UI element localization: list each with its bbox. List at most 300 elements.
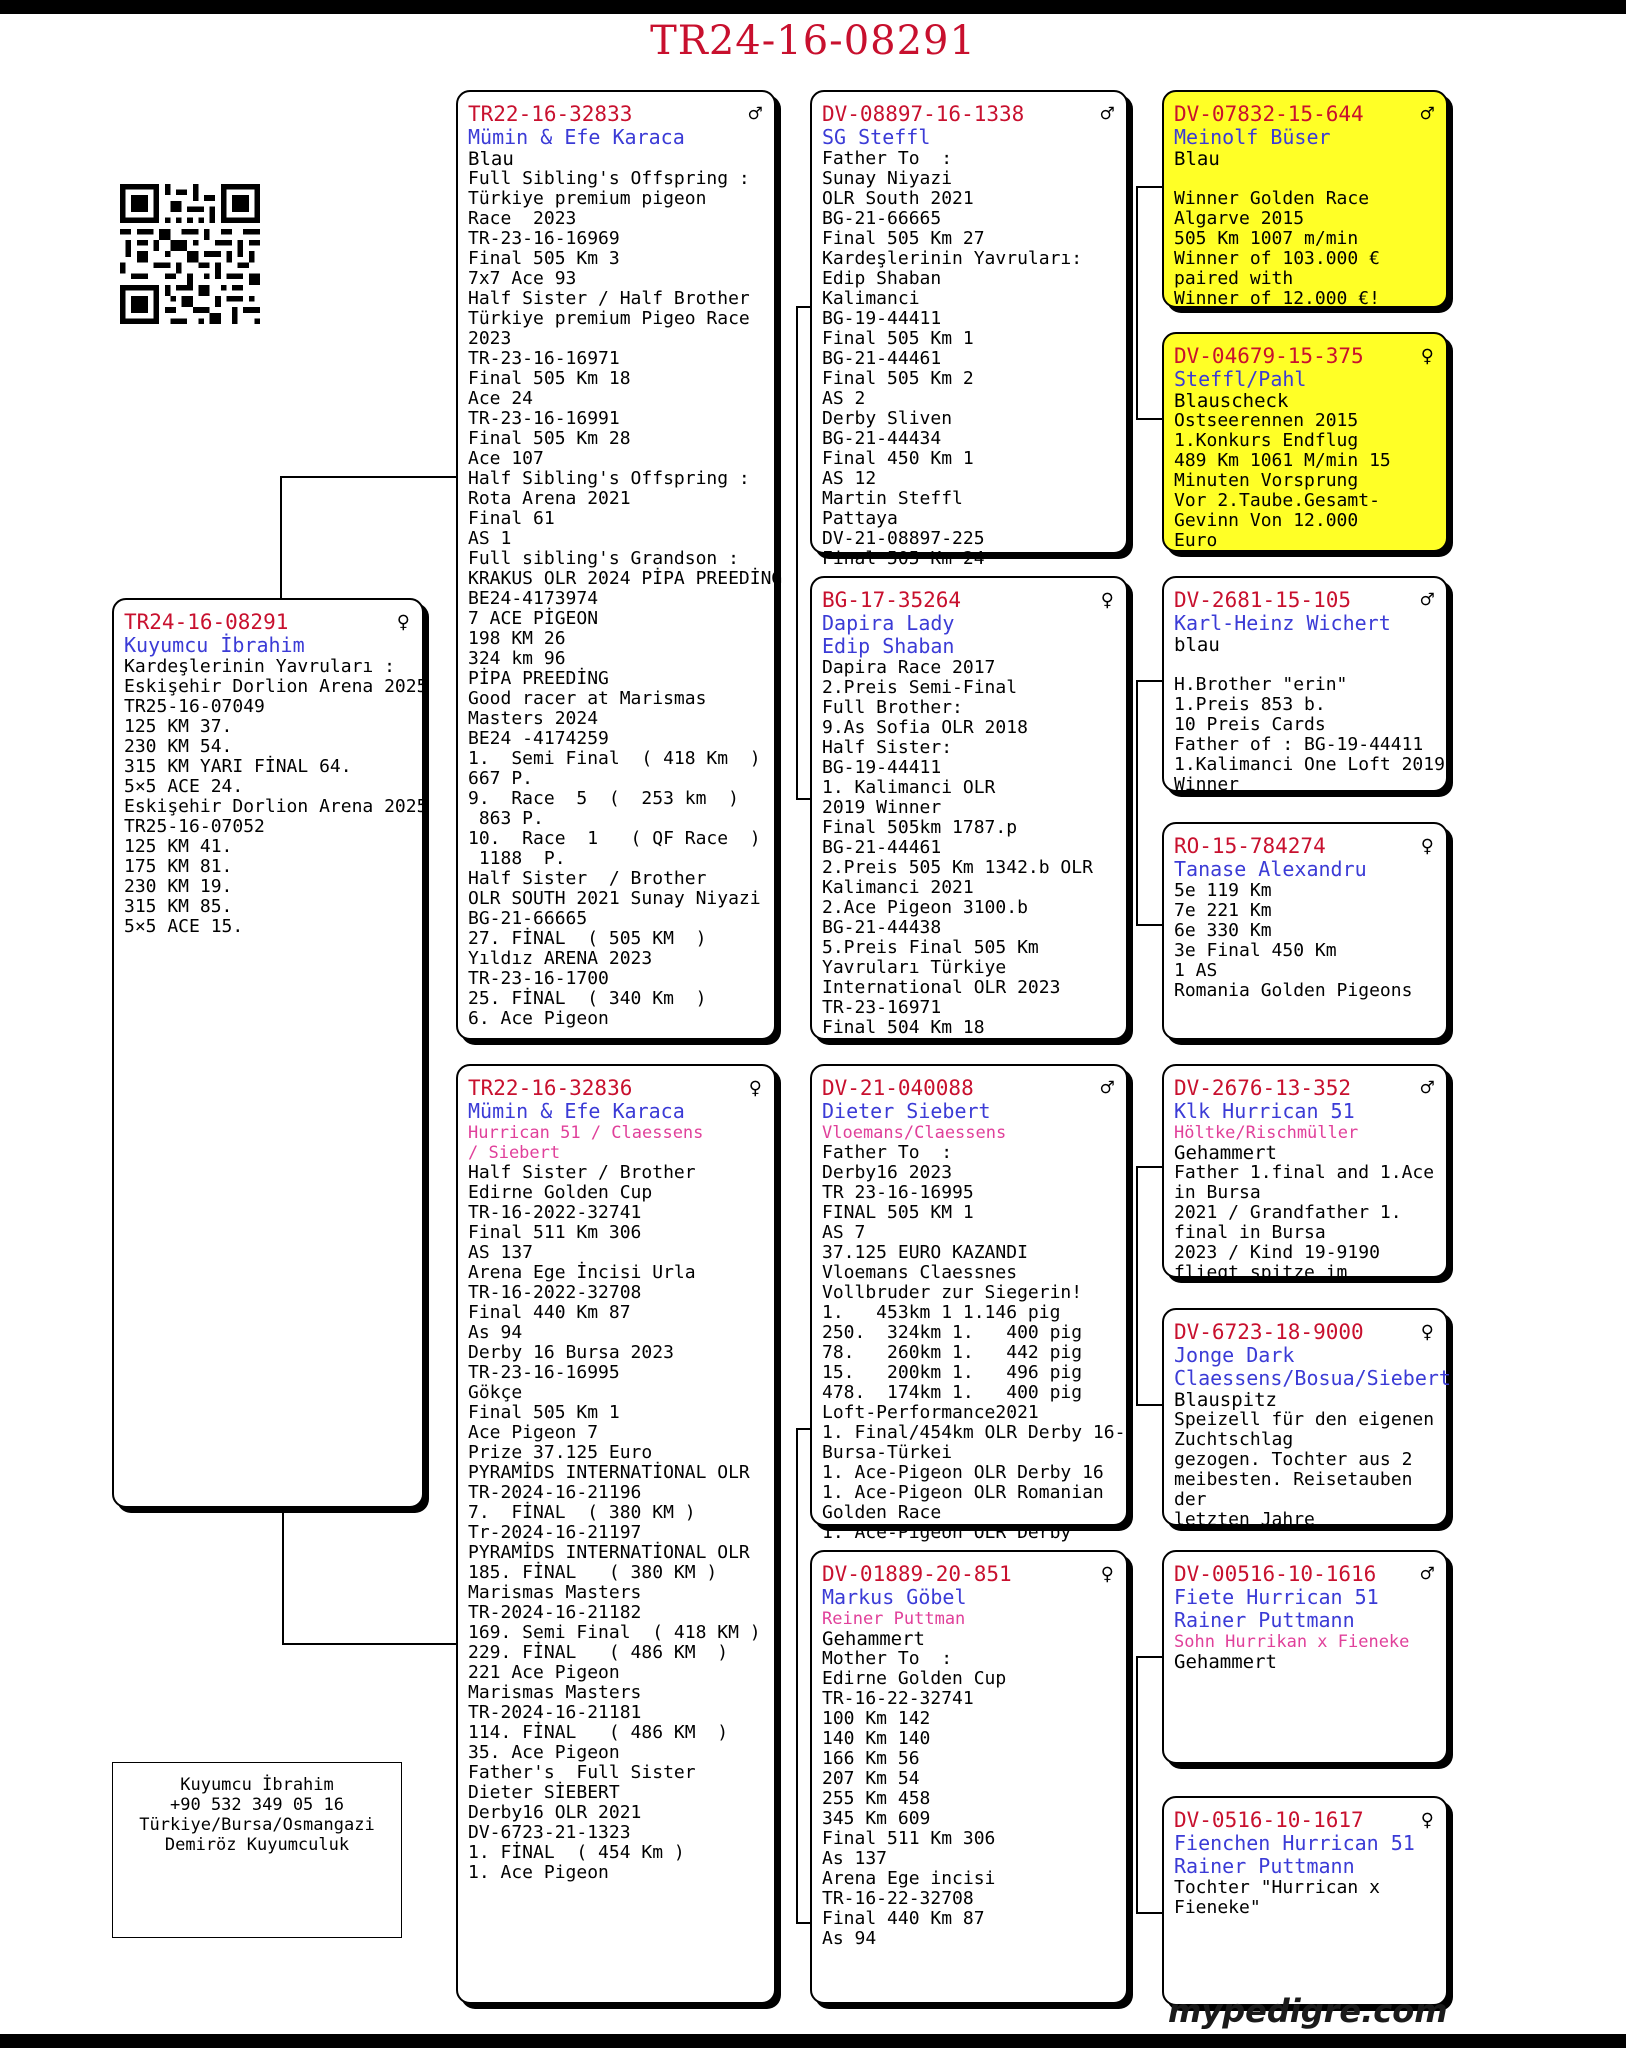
ring-number: DV-2681-15-105	[1174, 588, 1352, 612]
connector-ds-parents-h1	[1136, 1166, 1162, 1168]
pigeon-color: Blauspitz	[1174, 1389, 1277, 1411]
note-line: TR-2024-16-21182	[468, 1602, 642, 1623]
note-line: 1. Ace-Pigeon OLR Derby 16	[822, 1462, 1104, 1483]
site-watermark: mypedigre.com	[1168, 1992, 1448, 2030]
note-line: Eskişehir Dorlion Arena 2025	[124, 676, 428, 697]
female-icon: ♀	[1100, 588, 1114, 613]
note-line: Edirne Golden Cup	[822, 1668, 1007, 1689]
note-line: Mother To :	[822, 1648, 953, 1669]
note-line: 185. FİNAL ( 380 KM )	[468, 1562, 718, 1583]
note-line: BG-21-44461	[822, 837, 942, 858]
note-line: Half Sister:	[822, 737, 953, 758]
contact-name: Kuyumcu İbrahim	[180, 1775, 334, 1795]
connector-dam-ds	[796, 1428, 798, 1924]
note-line: PİPA PREEDİNG	[468, 668, 609, 689]
male-icon: ♂	[748, 102, 762, 127]
connector-dam-dd-h2	[796, 1922, 810, 1924]
note-line: 505 Km 1007 m/min	[1174, 228, 1359, 249]
strain-line: Reiner Puttman	[822, 1609, 966, 1629]
note-line: Bursa-Türkei	[822, 1442, 953, 1463]
connector-sire-sd-h2	[796, 798, 810, 800]
dam-dam-card[interactable]	[810, 1550, 1128, 2004]
note-line: TR-23-16-16991	[468, 408, 620, 429]
note-line: Fieneke"	[1174, 1897, 1261, 1918]
connector-sd-parents	[1136, 680, 1138, 926]
note-line: 1188 P.	[468, 848, 566, 869]
connector-dam-ds-h1	[796, 1428, 810, 1430]
connector-dd-parents-h1	[1136, 1656, 1162, 1658]
ring-number: DV-08897-16-1338	[822, 102, 1025, 126]
note-line: 324 km 96	[468, 648, 566, 669]
qr-code	[120, 184, 260, 324]
note-line: Final 505 Km 18	[468, 368, 631, 389]
note-line: Kardeşlerinin Yavruları:	[822, 248, 1083, 269]
note-line: Arena Ege İncisi Urla	[468, 1262, 696, 1283]
strain-line: Höltke/Rischmüller	[1174, 1123, 1359, 1143]
connector-ss-parents-h1	[1136, 186, 1162, 188]
note-line: PYRAMİDS INTERNATİONAL OLR	[468, 1542, 750, 1563]
note-line: meibesten. Reisetauben	[1174, 1469, 1413, 1490]
contact-location: Türkiye/Bursa/Osmangazi	[139, 1815, 375, 1835]
pedigree-title: TR24-16-08291	[650, 18, 976, 64]
note-line: 198 KM 26	[468, 628, 566, 649]
sire-dam-card[interactable]	[810, 576, 1128, 1040]
note-line: Loft-Performance2021	[822, 1402, 1039, 1423]
note-line: 35. Ace Pigeon	[468, 1742, 620, 1763]
female-icon: ♀	[396, 610, 410, 635]
note-line: Yavruları Türkiye	[822, 957, 1007, 978]
female-icon: ♀	[1420, 1320, 1434, 1345]
note-line: BE24-4173974	[468, 588, 599, 609]
note-line: Tr-2024-16-21197	[468, 1522, 642, 1543]
note-line: TR-16-2022-32708	[468, 1282, 642, 1303]
note-line: Masters 2024	[468, 708, 599, 729]
notes	[822, 149, 1118, 569]
note-line: Derby16 2023	[822, 1162, 953, 1183]
notes	[822, 658, 1118, 1038]
note-line: 25. FİNAL ( 340 Km )	[468, 988, 707, 1009]
notes	[822, 1142, 1126, 1543]
note-line: 7e 221 Km	[1174, 900, 1272, 921]
note-line: Eskişehir Dorlion Arena 2025	[124, 796, 428, 817]
connector-ds-parents	[1136, 1166, 1138, 1406]
bottom-border	[0, 2034, 1626, 2048]
sire-sire-card[interactable]	[810, 90, 1128, 569]
note-line: Ace Pigeon 7	[468, 1422, 599, 1443]
note-line: Final 61	[468, 508, 555, 529]
female-icon: ♀	[1100, 1562, 1114, 1587]
note-line: Golden Race	[822, 1502, 942, 1523]
connector-sire-ss	[796, 306, 798, 800]
note-line: Edirne Golden Cup	[468, 1182, 653, 1203]
note-line: Final 511 Km 306	[468, 1222, 642, 1243]
ring-number: DV-2676-13-352	[1174, 1076, 1352, 1100]
connector-subject-dam-h	[282, 1643, 456, 1645]
note-line: TR-2024-16-21181	[468, 1702, 642, 1723]
note-line: 667 P.	[468, 768, 534, 789]
note-line: 2023 / Kind 19-9190	[1174, 1242, 1380, 1263]
note-line: 10. Race 1 ( QF Race )	[468, 828, 761, 849]
dss-card[interactable]	[1162, 1064, 1448, 1283]
note-line: Derby 16 Bursa 2023	[468, 1342, 674, 1363]
note-line: Final 505 Km 27	[822, 228, 985, 249]
note-line: Race 2023	[468, 208, 577, 229]
note-line: Speizell für den eigenen	[1174, 1409, 1435, 1430]
note-line: Marismas Masters	[468, 1582, 642, 1603]
note-line: PYRAMİDS INTERNATİONAL OLR	[468, 1462, 750, 1483]
strain-line: Sohn Hurrikan x Fieneke	[1174, 1632, 1410, 1652]
note-line: Final 511 Km 306	[822, 1828, 996, 1849]
note-line: Winner	[1174, 774, 1240, 795]
note-line: Kalimanci 2021	[822, 877, 974, 898]
note-line: 5×5 ACE 24.	[124, 776, 244, 797]
note-line: AS 12	[822, 468, 877, 489]
ring-number: DV-6723-18-9000	[1174, 1320, 1364, 1344]
note-line: Final 505km 1787.p	[822, 817, 1018, 838]
note-line: As 94	[822, 1928, 877, 1949]
note-line: 1. Ace-Pigeon OLR Derby	[822, 1522, 1072, 1543]
male-icon: ♂	[1420, 1076, 1434, 1101]
dam-card[interactable]	[456, 1064, 776, 2004]
note-line: Final 450 Km 1	[822, 448, 974, 469]
dds-card[interactable]	[1162, 1550, 1448, 1764]
note-line: 230 KM 19.	[124, 876, 233, 897]
note-line: Ace 24	[468, 388, 534, 409]
connector-ss-parents	[1136, 186, 1138, 420]
note-line: 5.Preis Final 505 Km	[822, 937, 1039, 958]
note-line: BG-19-44411	[822, 308, 942, 329]
note-line: TR-23-16-16971	[468, 348, 620, 369]
note-line: Arena Ege incisi	[822, 1868, 996, 1889]
ddd-card[interactable]	[1162, 1796, 1448, 2006]
note-line: Türkiye premium Pigeo Race	[468, 308, 750, 329]
note-line: 229. FİNAL ( 486 KM )	[468, 1642, 729, 1663]
note-line: 125 KM 37.	[124, 716, 233, 737]
note-line: Final 440 Km 87	[468, 1302, 631, 1323]
connector-sd-parents-h1	[1136, 680, 1162, 682]
male-icon: ♂	[1420, 102, 1434, 127]
note-line: Final 505 Km 28	[468, 428, 631, 449]
note-line: BG-21-44438	[822, 917, 942, 938]
male-icon: ♂	[1420, 1562, 1434, 1587]
owner-name: Rainer Puttmann	[1174, 1854, 1355, 1878]
ring-number: RO-15-784274	[1174, 834, 1326, 858]
note-line: letzten Jahre	[1174, 1509, 1315, 1530]
note-line: 1. Ace Pigeon	[468, 1862, 609, 1883]
strain-line: Hurrican 51 / Claessens / Siebert	[468, 1123, 704, 1163]
note-line: 2019 Winner	[822, 797, 942, 818]
note-line: Winner Golden Race	[1174, 188, 1370, 209]
note-line: 166 Km 56	[822, 1748, 920, 1769]
note-line: TR 23-16-16995	[822, 1182, 974, 1203]
ring-number: TR22-16-32833	[468, 102, 633, 126]
note-line: 7. FİNAL ( 380 KM )	[468, 1502, 696, 1523]
note-line: fliegt spitze im	[1174, 1262, 1348, 1283]
note-line: Pattaya	[822, 508, 898, 529]
note-line: 345 Km 609	[822, 1808, 931, 1829]
pigeon-color: Gehammert	[822, 1628, 925, 1650]
note-line: 1. Final/454km OLR Derby 16-	[822, 1422, 1126, 1443]
note-line: As 137	[822, 1848, 888, 1869]
note-line: Father of : BG-19-44411	[1174, 734, 1424, 755]
owner-name: Meinolf Büser	[1174, 125, 1331, 149]
ssd-card[interactable]	[1162, 332, 1448, 552]
male-icon: ♂	[1420, 588, 1434, 613]
note-line: 1. Semi Final ( 418 Km )	[468, 748, 761, 769]
owner-name: Mümin & Efe Karaca	[468, 125, 685, 149]
note-line: Kalimanci	[822, 288, 920, 309]
note-line: Marismas Masters	[468, 1682, 642, 1703]
ring-number: DV-07832-15-644	[1174, 102, 1364, 126]
contact-phone: +90 532 349 05 16	[170, 1795, 344, 1815]
notes	[1174, 1410, 1438, 1530]
pigeon-color: Blauscheck	[1174, 390, 1289, 412]
note-line: Martin Steffl	[822, 488, 963, 509]
note-line: Father To :	[822, 1142, 953, 1163]
note-line: Gökçe	[468, 1382, 523, 1403]
owner-name: Markus Göbel	[822, 1585, 967, 1609]
note-line: TR-23-16-16969	[468, 228, 620, 249]
note-line: Final 505 Km 1	[468, 1402, 620, 1423]
pigeon-name: Fiete Hurrican 51	[1174, 1585, 1379, 1609]
note-line: BE24 -4174259	[468, 728, 609, 749]
sds-card[interactable]	[1162, 576, 1448, 795]
note-line: Gevinn Von 12.000	[1174, 510, 1359, 531]
note-line: der	[1174, 1489, 1207, 1510]
note-line: AS 2	[822, 388, 866, 409]
note-line: 9.As Sofia OLR 2018	[822, 717, 1028, 738]
note-line: Final 505 Km 3	[468, 248, 620, 269]
note-line: Half Sister / Brother	[468, 868, 707, 889]
note-line: 100 Km 142	[822, 1708, 931, 1729]
note-line: Half Sister / Half Brother	[468, 288, 750, 309]
notes	[1174, 169, 1438, 309]
note-line: 250. 324km 1. 400 pig	[822, 1322, 1083, 1343]
note-line	[1174, 655, 1438, 675]
owner-name: Karl-Heinz Wichert	[1174, 611, 1391, 635]
note-line: 7 ACE PİGEON	[468, 608, 599, 629]
note-line: Euro	[1174, 530, 1218, 551]
note-line: Full sibling's Grandson :	[468, 548, 739, 569]
connector-subject-sire	[280, 476, 282, 600]
dsd-card[interactable]	[1162, 1308, 1451, 1530]
sdd-card[interactable]	[1162, 822, 1448, 1040]
note-line: Derby Sliven	[822, 408, 953, 429]
note-line: 5e 119 Km	[1174, 880, 1272, 901]
note-line: AS 7	[822, 1222, 866, 1243]
note-line: 2.Preis Semi-Final	[822, 677, 1018, 698]
note-line: 221 Ace Pigeon	[468, 1662, 620, 1683]
note-line: 315 KM YARI FİNAL 64.	[124, 756, 352, 777]
female-icon: ♀	[1420, 344, 1434, 369]
ring-number: DV-21-040088	[822, 1076, 974, 1100]
note-line: Final 504 Km 18	[822, 1017, 985, 1038]
note-line: 2.Ace Pigeon 3100.b	[822, 897, 1028, 918]
note-line: final in Bursa	[1174, 1222, 1326, 1243]
sss-card[interactable]	[1162, 90, 1448, 308]
notes	[1174, 881, 1438, 1001]
note-line: Edip Shaban	[822, 268, 942, 289]
note-line: TR-16-22-32708	[822, 1888, 974, 1909]
ring-number: DV-04679-15-375	[1174, 344, 1364, 368]
female-icon: ♀	[748, 1076, 762, 1101]
ring-number: TR22-16-32836	[468, 1076, 633, 1100]
dam-sire-card[interactable]	[810, 1064, 1128, 1543]
note-line: 6e 330 Km	[1174, 920, 1272, 941]
owner-name: Tanase Alexandru	[1174, 857, 1367, 881]
note-line: 2.Preis 505 Km 1342.b OLR	[822, 857, 1093, 878]
note-line: Good racer at Marismas	[468, 688, 707, 709]
note-line: 1.Kalimanci One Loft 2019	[1174, 754, 1445, 775]
note-line: Kardeşlerinin Yavruları :	[124, 656, 395, 677]
note-line: Half Sister / Brother	[468, 1162, 696, 1183]
contact-business: Demiröz Kuyumculuk	[164, 1835, 350, 1855]
note-line: Yıldız ARENA 2023	[468, 948, 653, 969]
connector-ss-parents-h2	[1136, 418, 1162, 420]
ring-number: DV-0516-10-1617	[1174, 1808, 1364, 1832]
note-line: 863 P.	[468, 808, 544, 829]
note-line: BG-21-44461	[822, 348, 942, 369]
note-line: Minuten Vorsprung	[1174, 470, 1359, 491]
note-line: TR25-16-07052	[124, 816, 265, 837]
note-line: TR-23-16-1700	[468, 968, 609, 989]
note-line: 207 Km 54	[822, 1768, 920, 1789]
note-line: 9. Race 5 ( 253 km )	[468, 788, 739, 809]
note-line: KRAKUS OLR 2024 PİPA PREEDİNG	[468, 568, 783, 589]
owner-name: Steffl/Pahl	[1174, 367, 1307, 391]
note-line: 169. Semi Final ( 418 KM )	[468, 1622, 761, 1643]
notes	[1174, 1878, 1438, 1918]
pigeon-color: Blau	[1174, 148, 1220, 170]
female-icon: ♀	[1420, 834, 1434, 859]
owner-name: Claessens/Bosua/Siebert	[1174, 1366, 1451, 1390]
owner-name: Rainer Puttmann	[1174, 1608, 1355, 1632]
notes	[124, 656, 428, 937]
note-line: Vollbruder zur Siegerin!	[822, 1282, 1083, 1303]
connector-sire-ss-h1	[796, 306, 810, 308]
sire-card[interactable]	[456, 90, 783, 1040]
note-line: 1. 453km 1 1.146 pig	[822, 1302, 1061, 1323]
note-line: 478. 174km 1. 400 pig	[822, 1382, 1083, 1403]
note-line: FINAL 505 KM 1	[822, 1202, 974, 1223]
note-line: Ostseerennen 2015	[1174, 410, 1359, 431]
note-line: 255 Km 458	[822, 1788, 931, 1809]
note-line: Final 505 Km 1	[822, 328, 974, 349]
connector-subject-dam	[282, 1505, 284, 1645]
note-line: BG-21-66665	[822, 208, 942, 229]
ring-number: TR24-16-08291	[124, 610, 289, 634]
note-line: BG-19-44411	[822, 757, 942, 778]
note-line: Winner of 103.000 €	[1174, 248, 1380, 269]
note-line: Father's Full Sister	[468, 1762, 696, 1783]
note-line: 230 KM 54.	[124, 736, 233, 757]
notes	[822, 1649, 1118, 1949]
note-line: AS 137	[468, 1242, 534, 1263]
note-line: Sunay Niyazi	[822, 168, 953, 189]
male-icon: ♂	[1100, 1076, 1114, 1101]
note-line: TR-16-2022-32741	[468, 1202, 642, 1223]
note-line: Zuchtschlag	[1174, 1429, 1294, 1450]
note-line: DV-6723-21-1323	[468, 1822, 631, 1843]
notes	[468, 1163, 766, 1883]
note-line: 15. 200km 1. 496 pig	[822, 1362, 1083, 1383]
note-line: International OLR 2023	[822, 977, 1061, 998]
note-line: 1. Kalimanci OLR	[822, 777, 996, 798]
note-line: Winner of 12.000 €!	[1174, 288, 1380, 309]
note-line: TR-16-22-32741	[822, 1688, 974, 1709]
subject-card[interactable]	[112, 598, 428, 1508]
note-line: TR25-16-07049	[124, 696, 265, 717]
connector-subject-sire-h	[280, 476, 456, 478]
breeder-contact-box	[112, 1762, 402, 1938]
note-line: Father To :	[822, 148, 953, 169]
note-line: Dapira Race 2017	[822, 657, 996, 678]
note-line: Father 1.final and 1.Ace	[1174, 1162, 1435, 1183]
note-line: BG-21-66665	[468, 908, 588, 929]
note-line: 7x7 Ace 93	[468, 268, 577, 289]
note-line: Algarve 2015	[1174, 208, 1305, 229]
male-icon: ♂	[1100, 102, 1114, 127]
note-line: TR-23-16-16995	[468, 1362, 620, 1383]
notes	[468, 168, 783, 1029]
notes	[1174, 1163, 1438, 1283]
note-line: 489 Km 1061 M/min 15	[1174, 450, 1391, 471]
note-line: 27. FİNAL ( 505 KM )	[468, 928, 707, 949]
pigeon-color: Blau	[468, 148, 514, 170]
note-line: Vor 2.Taube.Gesamt-	[1174, 490, 1380, 511]
note-line: Prize 37.125 Euro	[468, 1442, 653, 1463]
note-line: in Bursa	[1174, 1182, 1261, 1203]
note-line: Tochter "Hurrican x	[1174, 1877, 1380, 1898]
pigeon-color: Gehammert	[1174, 1651, 1277, 1673]
note-line: 1.Preis 853 b.	[1174, 694, 1326, 715]
note-line: 37.125 EURO KAZANDI	[822, 1242, 1028, 1263]
pigeon-color: blau	[1174, 634, 1220, 656]
ring-number: DV-00516-10-1616	[1174, 1562, 1377, 1586]
note-line: Final 505 Km 24	[822, 548, 985, 569]
owner-name: Dieter Siebert	[822, 1099, 991, 1123]
note-line: 125 KM 41.	[124, 836, 233, 857]
note-line: 2023	[468, 328, 512, 349]
connector-dd-parents	[1136, 1656, 1138, 1914]
owner-name: Kuyumcu İbrahim	[124, 633, 305, 657]
note-line: TR-2024-16-21196	[468, 1482, 642, 1503]
note-line: 10 Preis Cards	[1174, 714, 1326, 735]
ring-number: BG-17-35264	[822, 588, 962, 612]
note-line: 1. Ace-Pigeon OLR Romanian	[822, 1482, 1104, 1503]
note-line: AS 1	[468, 528, 512, 549]
note-line: paired with	[1174, 268, 1294, 289]
note-line: DV-21-08897-225	[822, 528, 985, 549]
notes	[1174, 411, 1438, 551]
ring-number: DV-01889-20-851	[822, 1562, 1012, 1586]
connector-sd-parents-h2	[1136, 924, 1162, 926]
note-line: H.Brother "erin"	[1174, 674, 1348, 695]
owner-name: Edip Shaban	[822, 634, 955, 658]
note-line: Dieter SİEBERT	[468, 1782, 620, 1803]
note-line: Rota Arena 2021	[468, 488, 631, 509]
note-line: OLR South 2021	[822, 188, 974, 209]
pigeon-name: Fienchen Hurrican 51	[1174, 1831, 1415, 1855]
pigeon-name: Dapira Lady	[822, 611, 955, 635]
connector-dd-parents-h2	[1136, 1912, 1162, 1914]
note-line: TR-23-16971	[822, 997, 942, 1018]
note-line: Vloemans Claessnes	[822, 1262, 1018, 1283]
note-line: Full Brother:	[822, 697, 963, 718]
note-line: 1. FİNAL ( 454 Km )	[468, 1842, 685, 1863]
note-line: Final 505 Km 2	[822, 368, 974, 389]
note-line	[1174, 169, 1438, 189]
